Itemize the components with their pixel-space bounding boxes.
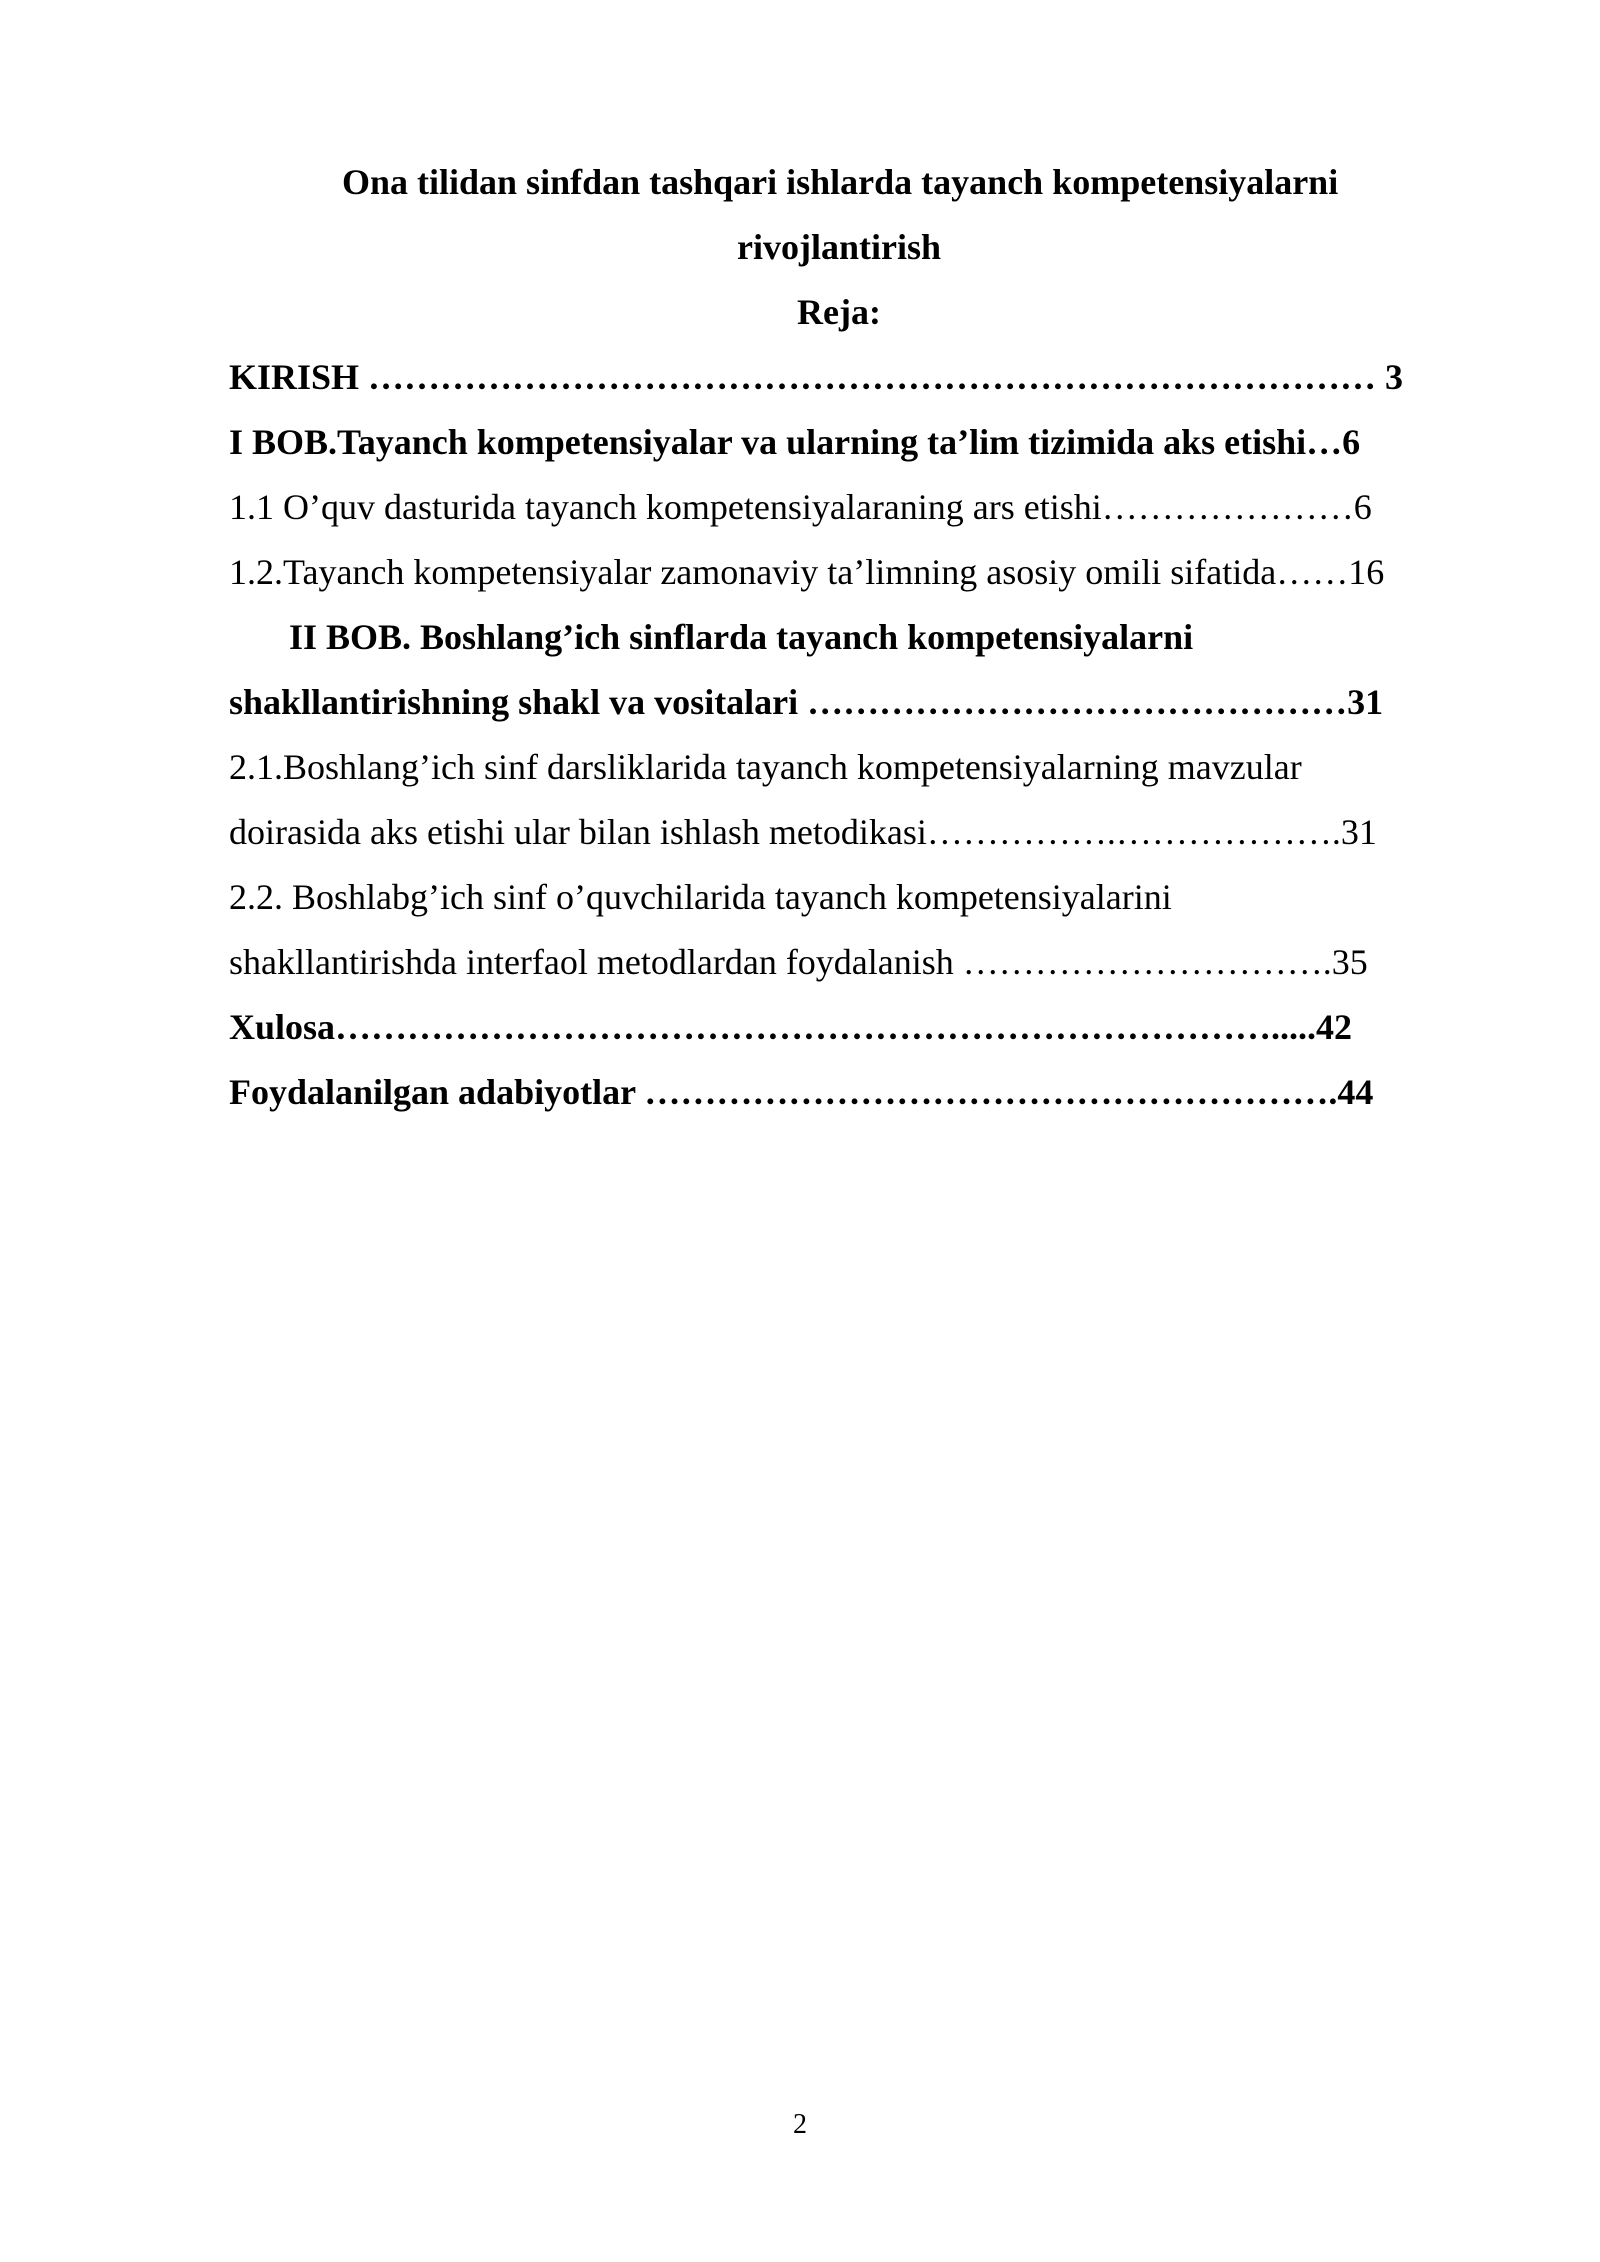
- toc-entry-adabiyotlar: Foydalanilgan adabiyotlar ………………………………………………….44: [229, 1072, 1374, 1112]
- toc-entry-2-1-line-2: doirasida aks etishi ular bilan ishlash metodikasi…………….……………….31: [229, 812, 1377, 852]
- document-title-line-2: rivojlantirish: [737, 227, 941, 267]
- toc-entry-chapter-1: I BOB.Tayanch kompetensiyalar va ularning ta’lim tizimida aks etishi…6: [229, 422, 1361, 462]
- toc-entry-1-1: 1.1 O’quv dasturida tayanch kompetensiyalaraning ars etishi…………………6: [229, 487, 1372, 527]
- toc-entry-kirish: KIRISH ………………………………………………………………………… 3: [229, 357, 1404, 397]
- plan-heading: Reja:: [797, 292, 881, 332]
- page-number: 2: [793, 2109, 807, 2140]
- document-title-line-1: Ona tilidan sinfdan tashqari ishlarda tayanch kompetensiyalarni: [342, 162, 1339, 202]
- toc-entry-2-2-line-1: 2.2. Boshlabg’ich sinf o’quvchilarida tayanch kompetensiyalarini: [229, 877, 1172, 917]
- toc-entry-chapter-2-line-1: II BOB. Boshlang’ich sinflarda tayanch kompetensiyalarni: [289, 617, 1194, 657]
- table-of-contents: [229, 150, 1449, 1125]
- toc-entry-1-2: 1.2.Tayanch kompetensiyalar zamonaviy ta’limning asosiy omili sifatida……16: [229, 552, 1385, 592]
- toc-entry-chapter-2-line-2: shakllantirishning shakl va vositalari ………………………………………31: [229, 682, 1384, 722]
- toc-entry-xulosa: Xulosa…………………………………………………………………….....42: [229, 1007, 1353, 1047]
- toc-entry-2-2-line-2: shakllantirishda interfaol metodlardan foydalanish ………………………….35: [229, 942, 1368, 982]
- toc-entry-2-1-line-1: 2.1.Boshlang’ich sinf darsliklarida tayanch kompetensiyalarning mavzular: [229, 747, 1302, 787]
